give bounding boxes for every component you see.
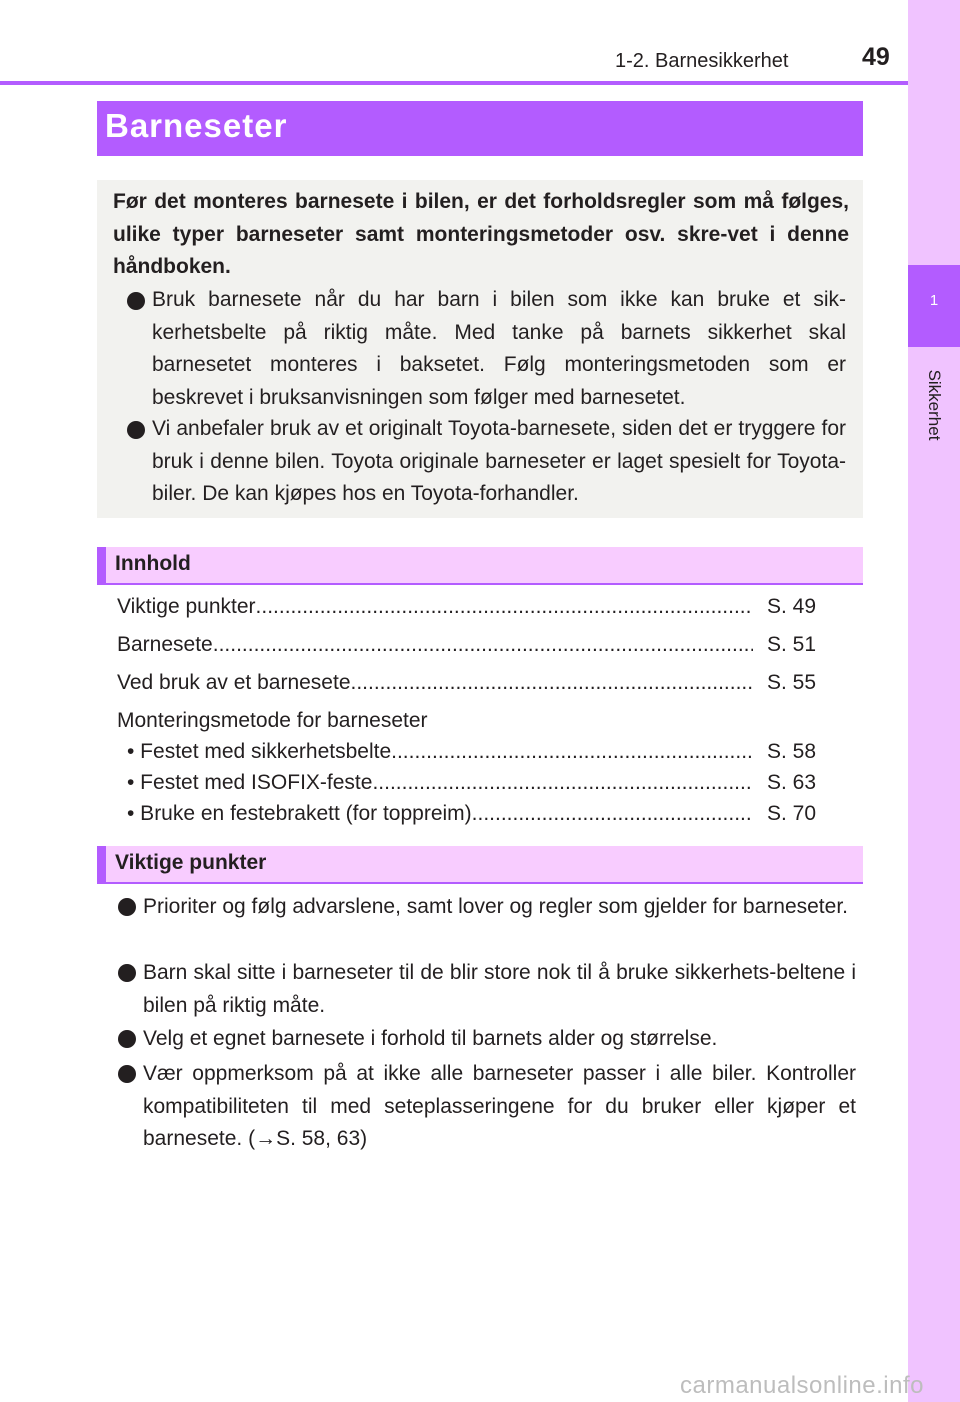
toc-sub-entry[interactable]: [127, 771, 829, 795]
key-point-item: Vær oppmerksom på at ikke alle barneseter passer i alle biler. Kontroller kompatibiliteten til med seteplasseringene for du bruker eller kjøper et barnesete. (→S. 58, 63): [143, 1062, 856, 1150]
toc-entry-label: Viktige punkter: [117, 595, 256, 618]
toc-entry-page: S. 49: [767, 595, 817, 618]
section-heading: 1-2. Barnesikkerhet: [615, 50, 789, 72]
page-title: Barneseter: [105, 107, 288, 144]
toc-sub-entry[interactable]: [127, 740, 829, 764]
bullet-icon: [118, 898, 136, 916]
toc-entry-page: S. 70: [767, 802, 817, 825]
toc-entry-label: Ved bruk av et barnesete: [117, 671, 351, 694]
bullet-icon: [118, 1030, 136, 1048]
heading-accent: [97, 547, 106, 585]
key-point-item: Barn skal sitte i barneseter til de blir store nok til å bruke sikkerhets-beltene i bilen på riktig måte.: [143, 961, 856, 1017]
toc-leader: [256, 595, 753, 619]
chapter-label: Sikkerhet: [925, 369, 944, 441]
toc-entry[interactable]: [117, 595, 829, 619]
toc-entry[interactable]: [117, 671, 829, 695]
key-points-heading: Viktige punkter: [115, 851, 267, 874]
bullet-icon: [127, 292, 145, 310]
toc-leader: [372, 771, 753, 795]
key-points-heading-bar: [97, 846, 863, 884]
toc-entry-label: Barnesete: [117, 633, 213, 656]
chapter-side-tab: [908, 0, 960, 1402]
page-number: 49: [862, 43, 890, 71]
intro-list-item: Bruk barnesete når du har barn i bilen som ikke kan bruke et sik-kerhetsbelte på riktig måte. Med tanke på barnets sikkerhet skal barnesetet monteres i baksetet. Følg monteringsmetoden som er beskrevet i bruksanvisningen som følger med barnesetet.: [152, 288, 846, 409]
bullet-icon: [118, 964, 136, 982]
toc-entry-label: • Festet med ISOFIX-feste: [127, 771, 373, 794]
header-rule: [0, 81, 908, 85]
key-point-item: Velg et egnet barnesete i forhold til barnets alder og størrelse.: [143, 1027, 718, 1050]
toc-sub-entry[interactable]: [127, 802, 829, 826]
toc-entry-page: S. 63: [767, 771, 817, 794]
toc-entry[interactable]: [117, 633, 829, 657]
intro-box: [97, 180, 863, 518]
contents-heading-bar: [97, 547, 863, 585]
chapter-number: 1: [929, 292, 939, 309]
toc-leader: [472, 802, 753, 826]
toc-entry-label: • Bruke en festebrakett (for toppreim): [127, 802, 472, 825]
bullet-icon: [118, 1065, 136, 1083]
page-title-bar: [97, 101, 863, 156]
toc-leader: [213, 633, 753, 657]
toc-entry-label: • Festet med sikkerhetsbelte: [127, 740, 392, 763]
bullet-icon: [127, 421, 145, 439]
intro-list-item: Vi anbefaler bruk av et originalt Toyota-barnesete, siden det er tryggere for bruk i denne bilen. Toyota originale barneseter er laget spesielt for Toyota-biler. De kan kjøpes hos en Toyota-forhandler.: [152, 417, 846, 505]
toc-leader: [351, 671, 754, 695]
toc-group-label: Monteringsmetode for barneseter: [117, 709, 428, 732]
toc-entry-page: S. 58: [767, 740, 817, 763]
intro-text: Før det monteres barnesete i bilen, er det forholdsregler som må følges, ulike typer barneseter samt monteringsmetoder osv. skre-vet i denne håndboken.: [113, 190, 849, 278]
toc-entry-page: S. 55: [767, 671, 817, 694]
footer-watermark: carmanualsonline.info: [680, 1372, 924, 1399]
heading-accent: [97, 846, 106, 884]
toc-leader: [391, 740, 753, 764]
contents-heading: Innhold: [115, 552, 191, 575]
toc-entry-page: S. 51: [767, 633, 817, 656]
key-point-item: Prioriter og følg advarslene, samt lover og regler som gjelder for barneseter.: [143, 895, 848, 918]
